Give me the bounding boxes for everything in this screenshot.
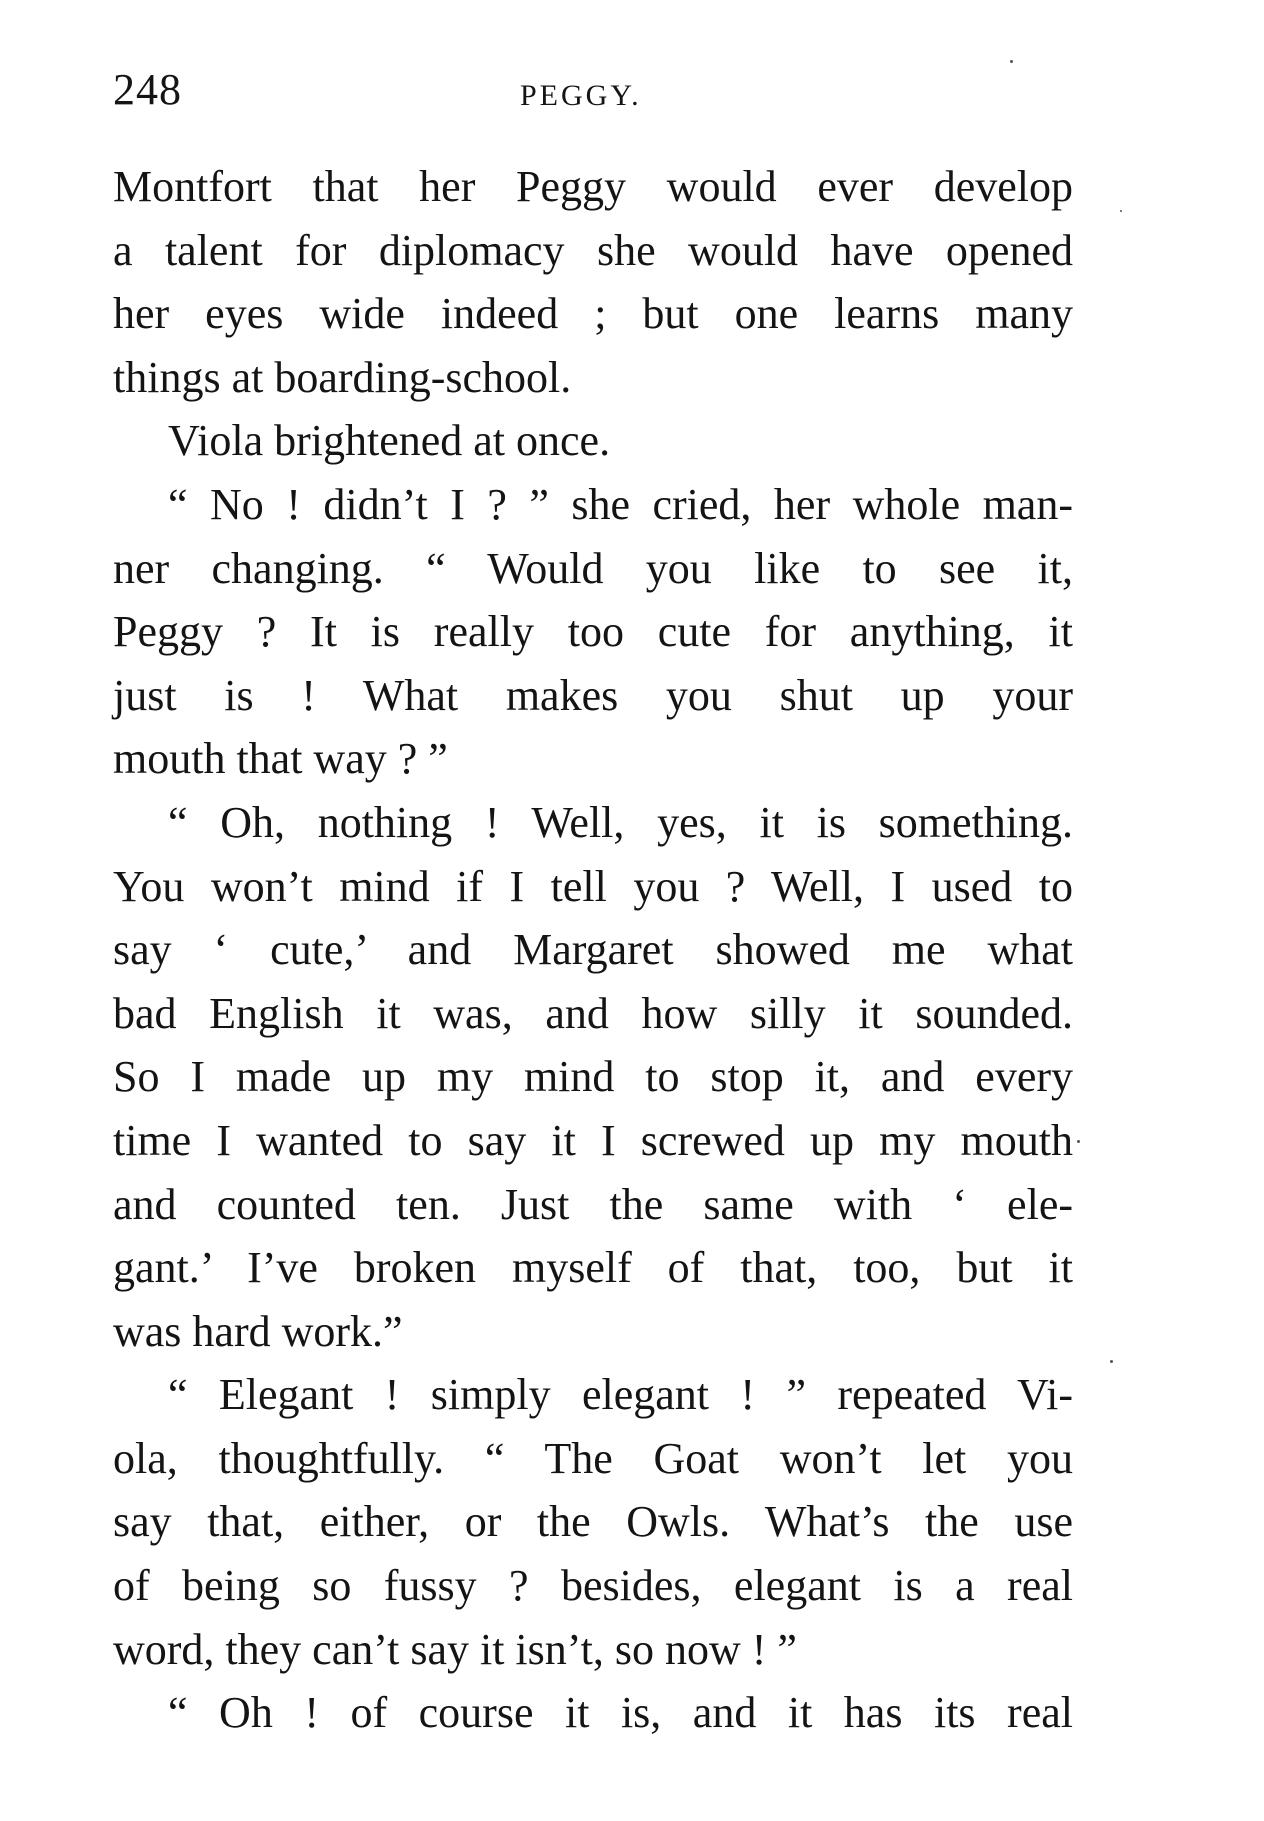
text-line: “ No ! didn’t I ? ” she cried, her whole man- xyxy=(168,479,1073,529)
running-head: PEGGY. xyxy=(520,79,642,112)
text-line: So I made up my mind to stop it, and every xyxy=(113,1052,1073,1102)
scan-speck xyxy=(1120,210,1122,212)
text-line: and counted ten. Just the same with ‘ ele- xyxy=(113,1179,1073,1229)
text-line: ner changing. “ Would you like to see it, xyxy=(113,543,1073,593)
text-line: of being so fussy ? besides, elegant is a real xyxy=(113,1561,1073,1611)
text-line: “ Elegant ! simply elegant ! ” repeated Vi- xyxy=(168,1370,1073,1420)
scan-speck xyxy=(1010,60,1013,63)
text-line: Peggy ? It is really too cute for anything, it xyxy=(113,607,1073,657)
text-line: was hard work.” xyxy=(113,1306,403,1356)
text-line: You won’t mind if I tell you ? Well, I used to xyxy=(113,861,1073,911)
scan-speck xyxy=(1077,1140,1080,1143)
text-line: “ Oh, nothing ! Well, yes, it is something. xyxy=(168,797,1073,847)
text-line: bad English it was, and how silly it sounded. xyxy=(113,988,1073,1038)
text-line: ola, thoughtfully. “ The Goat won’t let you xyxy=(113,1433,1073,1483)
text-line: “ Oh ! of course it is, and it has its real xyxy=(168,1688,1073,1738)
text-line: say that, either, or the Owls. What’s the use xyxy=(113,1497,1073,1547)
page-header xyxy=(0,60,1264,120)
text-line: things at boarding-school. xyxy=(113,352,572,402)
text-line: a talent for diplomacy she would have opened xyxy=(113,225,1073,275)
text-line: word, they can’t say it isn’t, so now ! ” xyxy=(113,1624,797,1674)
body-text xyxy=(113,155,1073,1745)
text-line: time I wanted to say it I screwed up my mouth xyxy=(113,1115,1073,1165)
text-line: Montfort that her Peggy would ever develop xyxy=(113,162,1073,211)
scan-speck xyxy=(1110,1360,1113,1363)
text-line: her eyes wide indeed ; but one learns many xyxy=(113,289,1073,339)
text-line: just is ! What makes you shut up your xyxy=(113,670,1073,720)
text-line: gant.’ I’ve broken myself of that, too, but it xyxy=(113,1243,1073,1293)
text-line: mouth that way ? ” xyxy=(113,734,448,784)
text-line: Viola brightened at once. xyxy=(168,416,611,466)
text-line: say ‘ cute,’ and Margaret showed me what xyxy=(113,925,1073,975)
page-number: 248 xyxy=(113,65,182,114)
